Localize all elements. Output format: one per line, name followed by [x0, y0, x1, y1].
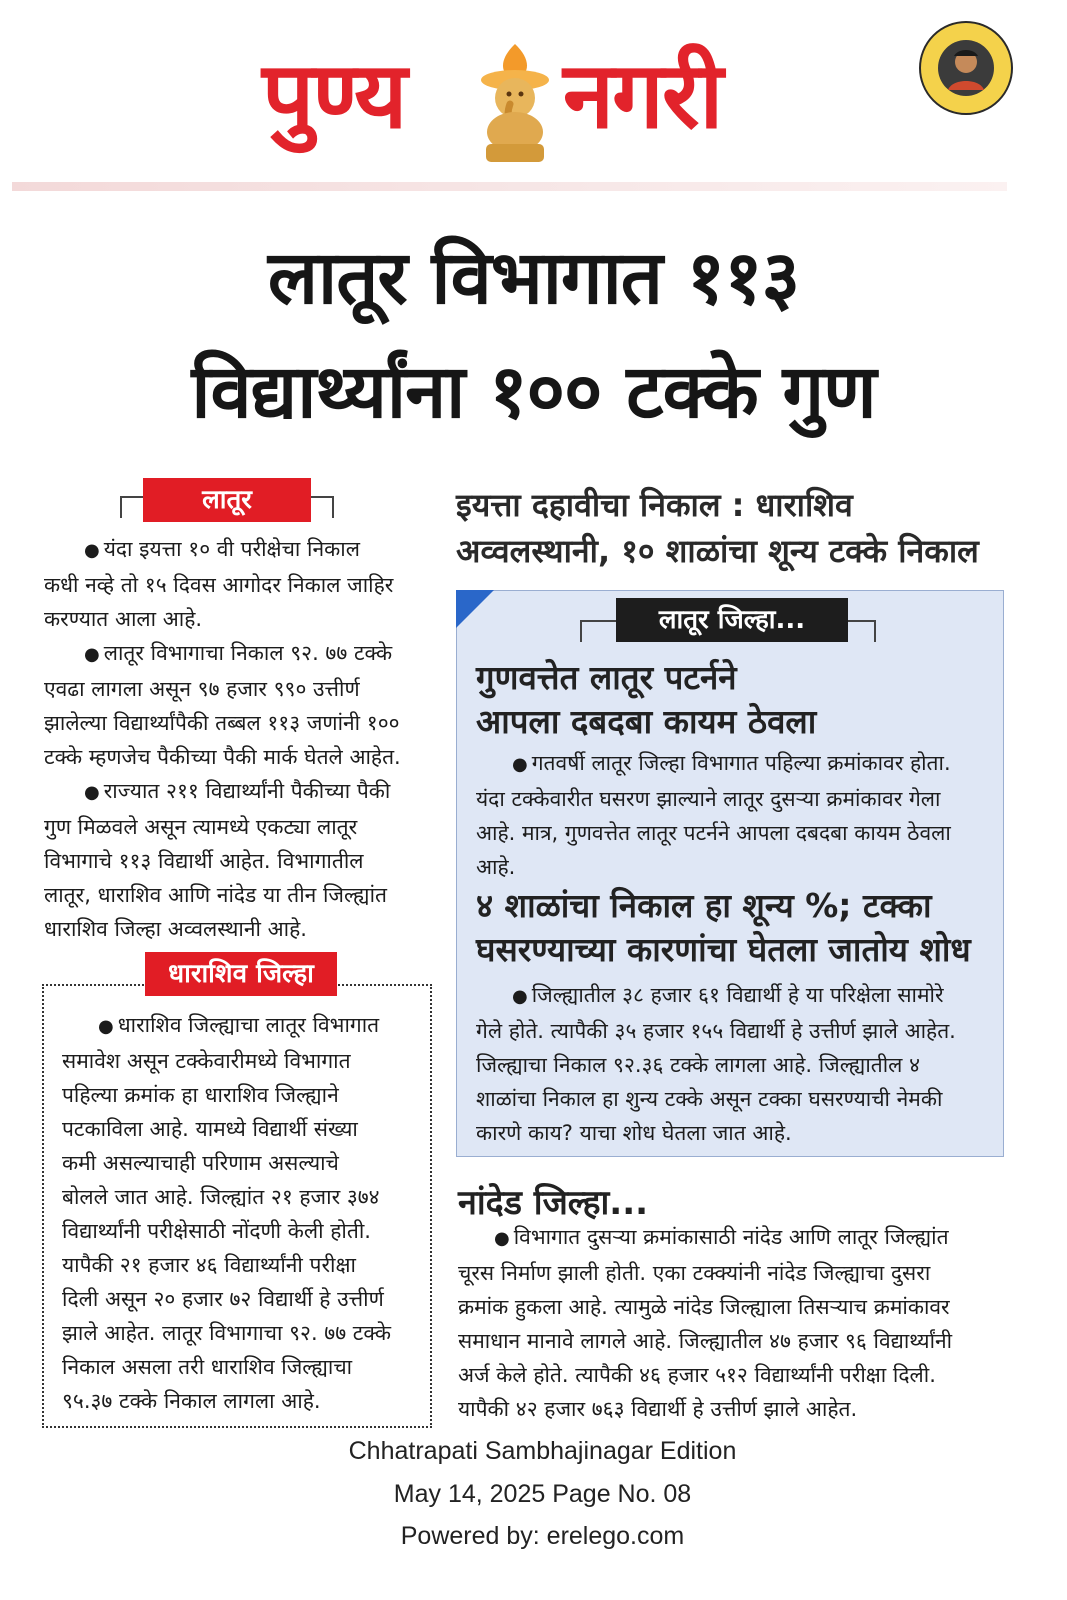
- main-headline-line-1: लातूर विभागात ११३: [267, 235, 800, 321]
- text-line: यंदा टक्केवारीत घसरण झाल्याने लातूर दुसऱ्या क्रमांकावर गेला: [476, 787, 941, 811]
- nanded-heading: नांदेड जिल्हा...: [458, 1183, 649, 1223]
- text-line: विभागाचे ११३ विद्यार्थी आहेत. विभागातील: [44, 849, 364, 873]
- text-line: ● जिल्ह्यातील ३८ हजार ६१ विद्यार्थी हे या परिक्षेला सामोरे: [476, 983, 944, 1007]
- box-corner-accent: [456, 590, 494, 628]
- text-line: एवढा लागला असून ९७ हजार ९९० उत्तीर्ण: [44, 677, 360, 701]
- text-line: झालेल्या विद्यार्थ्यांपैकी तब्बल ११३ जणांनी १००: [44, 711, 400, 735]
- latur-article-text: [44, 532, 426, 946]
- nanded-article-text: [458, 1220, 1006, 1426]
- text-line: कारणे काय? याचा शोध घेतला जात आहे.: [476, 1121, 792, 1145]
- box-text-quality: [476, 746, 992, 884]
- subheadline-line-2: अव्वलस्थानी, १० शाळांचा शून्य टक्के निकाल: [456, 532, 979, 570]
- footer-powered-by: Powered by: erelego.com: [400, 1522, 685, 1550]
- text-line: कधी नव्हे तो १५ दिवस आगोदर निकाल जाहिर: [44, 573, 394, 597]
- text-line: लातूर, धाराशिव आणि नांदेड या तीन जिल्ह्यांत: [44, 883, 387, 907]
- text-line: आहे.: [476, 855, 516, 879]
- text-line: समाधान मानावे लागले आहे. जिल्ह्यातील ४७ हजार ९६ विद्यार्थ्यांनी: [458, 1329, 953, 1353]
- box-heading-zero-result: [476, 884, 996, 972]
- subheadline: [456, 482, 1016, 574]
- text-line: गेले होते. त्यापैकी ३५ हजार १५५ विद्यार्थी हे उत्तीर्ण झाले आहेत.: [476, 1019, 956, 1043]
- text-line: गुण मिळवले असून त्यामध्ये एकट्या लातूर: [44, 815, 358, 839]
- text-line: विद्यार्थ्यांनी परीक्षेसाठी नोंदणी केली होती.: [62, 1219, 371, 1243]
- author-badge: [918, 20, 1014, 116]
- dharashiv-article-text: [62, 1008, 418, 1418]
- text-line: आहे. मात्र, गुणवत्तेत लातूर पटर्नने आपला दबदबा कायम ठेवला: [476, 821, 951, 845]
- text-line: यापैकी ४२ हजार ७६३ विद्यार्थी हे उत्तीर्ण झाले आहेत.: [458, 1397, 858, 1421]
- text-line: ● धाराशिव जिल्ह्याचा लातूर विभागात: [62, 1013, 379, 1037]
- text-line: करण्यात आला आहे.: [44, 607, 203, 631]
- box-text-zero-result: [476, 978, 992, 1150]
- heading-line: ४ शाळांचा निकाल हा शून्य %; टक्का: [476, 886, 932, 925]
- text-line: निकाल असला तरी धाराशिव जिल्ह्याचा: [62, 1355, 353, 1379]
- text-line: पटकाविला आहे. यामध्ये विद्यार्थी संख्या: [62, 1117, 358, 1141]
- text-line: कमी असल्याचाही परिणाम असल्याचे: [62, 1151, 339, 1175]
- text-line: अर्ज केले होते. त्यापैकी ४६ हजार ५१२ विद्यार्थ्यांनी परीक्षा दिली.: [458, 1363, 936, 1387]
- text-line: ९५.३७ टक्के निकाल लागला आहे.: [62, 1389, 321, 1413]
- section-label-latur-district: लातूर जिल्हा...: [616, 598, 848, 642]
- text-line: टक्के म्हणजेच पैकीच्या पैकी मार्क घेतले आहेत.: [44, 745, 401, 769]
- text-line: ● राज्यात २११ विद्यार्थ्यांनी पैकीच्या पैकी: [44, 779, 390, 803]
- paragraph: [44, 774, 426, 946]
- section-label-latur: लातूर: [143, 478, 311, 522]
- text-line: धाराशिव जिल्हा अव्वलस्थानी आहे.: [44, 917, 307, 941]
- text-line: समावेश असून टक्केवारीमध्ये विभागात: [62, 1049, 351, 1073]
- subheadline-line-1: इयत्ता दहावीचा निकाल : धाराशिव: [456, 486, 853, 524]
- masthead-title-right: नगरी: [563, 42, 722, 149]
- text-line: ● लातूर विभागाचा निकाल ९२. ७७ टक्के: [44, 641, 392, 665]
- text-line: बोलले जात आहे. जिल्ह्यांत २१ हजार ३७४: [62, 1185, 380, 1209]
- heading-line: आपला दबदबा कायम ठेवला: [476, 702, 817, 741]
- footer-edition: Chhatrapati Sambhajinagar Edition: [348, 1437, 737, 1465]
- text-line: पहिल्या क्रमांक हा धाराशिव जिल्ह्याने: [62, 1083, 339, 1107]
- text-line: झाले आहेत. लातूर विभागाचा ९२. ७७ टक्के: [62, 1321, 391, 1345]
- masthead-title-left: पुण्य: [262, 42, 406, 149]
- text-line: क्रमांक हुकला आहे. त्यामुळे नांदेड जिल्ह्याला तिसऱ्याच क्रमांकावर: [458, 1295, 950, 1319]
- text-line: चूरस निर्माण झाली होती. एका टक्क्यांनी नांदेड जिल्ह्याचा दुसरा: [458, 1261, 931, 1285]
- ganesha-emblem-icon: [470, 40, 560, 168]
- section-label-dharashiv: धाराशिव जिल्हा: [145, 952, 337, 996]
- text-line: दिली असून २० हजार ७२ विद्यार्थी हे उत्तीर्ण: [62, 1287, 384, 1311]
- text-line: ● विभागात दुसऱ्या क्रमांकासाठी नांदेड आणि लातूर जिल्ह्यांत: [458, 1225, 949, 1249]
- main-headline-line-2: विद्यार्थ्यांना १०० टक्के गुण: [191, 349, 876, 435]
- footer-date-page: May 14, 2025 Page No. 08: [393, 1480, 692, 1508]
- text-line: यापैकी २१ हजार ४६ विद्यार्थ्यांनी परीक्षा: [62, 1253, 356, 1277]
- text-line: ● गतवर्षी लातूर जिल्हा विभागात पहिल्या क्रमांकावर होता.: [476, 751, 951, 775]
- heading-line: घसरण्याच्या कारणांचा घेतला जातोय शोध: [476, 930, 971, 969]
- masthead-underline: [12, 182, 1007, 191]
- box-heading-quality: [476, 656, 996, 744]
- paragraph: [44, 636, 426, 774]
- paragraph: [44, 532, 426, 636]
- text-line: जिल्ह्याचा निकाल ९२.३६ टक्के लागला आहे. जिल्ह्यातील ४: [476, 1053, 921, 1077]
- text-line: ● यंदा इयत्ता १० वी परीक्षेचा निकाल: [44, 537, 360, 561]
- text-line: शाळांचा निकाल हा शुन्य टक्के असून टक्का घसरण्याची नेमकी: [476, 1087, 943, 1111]
- heading-line: गुणवत्तेत लातूर पटर्नने: [476, 658, 737, 697]
